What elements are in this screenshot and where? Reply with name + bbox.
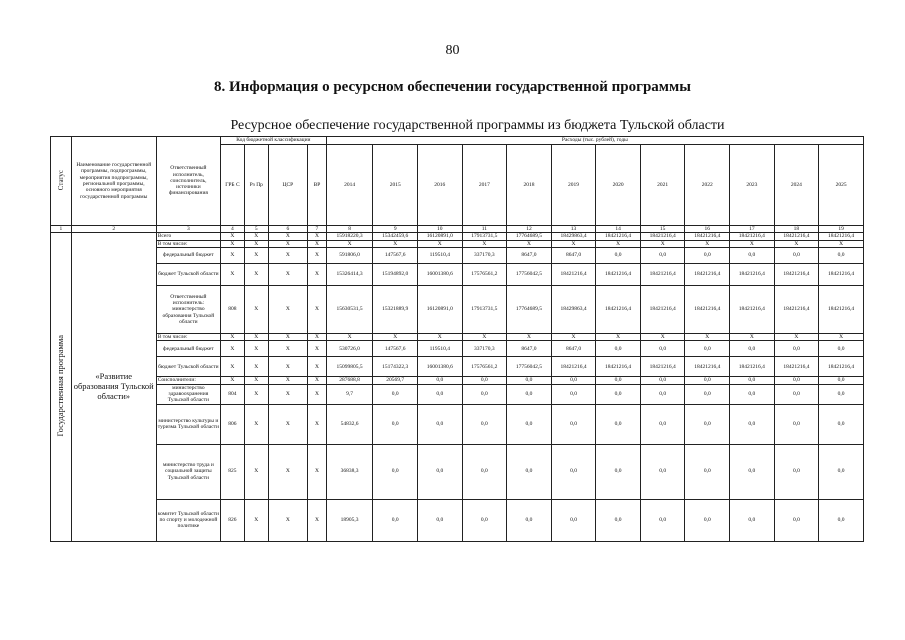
cell-value: 18421216,4 bbox=[640, 357, 685, 377]
cell-value: 17756042,5 bbox=[507, 263, 552, 285]
cell-value: 18421216,4 bbox=[551, 357, 596, 377]
cell-grbs: Х bbox=[221, 377, 245, 384]
row-label: Всего bbox=[156, 233, 220, 240]
cell-value: 0,0 bbox=[819, 384, 864, 404]
col-number: 18 bbox=[774, 226, 819, 233]
table-row bbox=[51, 233, 864, 240]
cell-value: 0,0 bbox=[507, 377, 552, 384]
cell-value: 54832,6 bbox=[326, 404, 373, 444]
row-label: федеральный бюджет bbox=[156, 247, 220, 263]
cell-csr: Х bbox=[268, 247, 307, 263]
section-heading: 8. Информация о ресурсном обеспечении государственной программы bbox=[214, 79, 691, 95]
cell-value: 0,0 bbox=[774, 377, 819, 384]
cell-value: 18421216,4 bbox=[730, 357, 775, 377]
cell-value: 0,0 bbox=[418, 499, 463, 541]
cell-value: 0,0 bbox=[730, 247, 775, 263]
cell-value: Х bbox=[640, 333, 685, 340]
table-row bbox=[51, 404, 864, 444]
cell-value: Х bbox=[418, 333, 463, 340]
cell-value: 0,0 bbox=[774, 247, 819, 263]
col-number: 8 bbox=[326, 226, 373, 233]
cell-value: 0,0 bbox=[685, 384, 730, 404]
col-header-year: 2020 bbox=[596, 145, 641, 226]
table-row bbox=[51, 285, 864, 333]
cell-value: 0,0 bbox=[640, 247, 685, 263]
cell-value: 337170,3 bbox=[462, 247, 507, 263]
cell-value: 0,0 bbox=[596, 444, 641, 499]
cell-value: 0,0 bbox=[640, 444, 685, 499]
cell-value: 18421216,4 bbox=[774, 285, 819, 333]
table-row bbox=[51, 384, 864, 404]
cell-value: 18421216,4 bbox=[551, 263, 596, 285]
cell-value: Х bbox=[507, 333, 552, 340]
cell-value: 0,0 bbox=[507, 404, 552, 444]
row-label: В том числе: bbox=[156, 240, 220, 247]
cell-value: 17576561,2 bbox=[462, 263, 507, 285]
col-header-year: 2014 bbox=[326, 145, 373, 226]
cell-value: 15321889,9 bbox=[373, 285, 418, 333]
cell-value: 0,0 bbox=[774, 404, 819, 444]
row-label: министерство здравоохранения Тульской области bbox=[156, 384, 220, 404]
cell-rzpr: Х bbox=[244, 247, 268, 263]
cell-value: 0,0 bbox=[819, 377, 864, 384]
cell-csr: Х bbox=[268, 444, 307, 499]
cell-value: 0,0 bbox=[462, 384, 507, 404]
cell-value: 0,0 bbox=[507, 499, 552, 541]
cell-csr: Х bbox=[268, 499, 307, 541]
cell-vr: Х bbox=[308, 377, 327, 384]
cell-value: 0,0 bbox=[551, 384, 596, 404]
cell-value: 15099805,5 bbox=[326, 357, 373, 377]
col-header-year: 2022 bbox=[685, 145, 730, 226]
cell-value: 18421216,4 bbox=[596, 357, 641, 377]
table-row bbox=[51, 240, 864, 247]
cell-value: 0,0 bbox=[596, 384, 641, 404]
cell-csr: Х bbox=[268, 333, 307, 340]
cell-grbs: Х bbox=[221, 247, 245, 263]
cell-value: 17764689,5 bbox=[507, 285, 552, 333]
cell-value: Х bbox=[730, 333, 775, 340]
col-header-year: 2015 bbox=[373, 145, 418, 226]
row-label: Ответственный исполнитель: министерство образования Тульской области bbox=[156, 285, 220, 333]
cell-grbs: Х bbox=[221, 240, 245, 247]
col-header-csr: ЦСР bbox=[268, 145, 307, 226]
cell-value: 18421216,4 bbox=[819, 285, 864, 333]
col-number: 1 bbox=[51, 226, 72, 233]
cell-grbs: 808 bbox=[221, 285, 245, 333]
cell-value: 8647,0 bbox=[551, 247, 596, 263]
cell-vr: Х bbox=[308, 444, 327, 499]
status-text: Государственная программа bbox=[54, 334, 65, 437]
cell-value: 18421216,4 bbox=[685, 285, 730, 333]
cell-value: 18421216,4 bbox=[685, 357, 730, 377]
row-label: федеральный бюджет bbox=[156, 341, 220, 357]
col-header-year: 2018 bbox=[507, 145, 552, 226]
cell-vr: Х bbox=[308, 247, 327, 263]
cell-value: 18421216,4 bbox=[774, 263, 819, 285]
cell-value: 0,0 bbox=[685, 247, 730, 263]
cell-value: 18905,3 bbox=[326, 499, 373, 541]
col-header-status bbox=[51, 137, 72, 226]
cell-value: 18421216,4 bbox=[819, 263, 864, 285]
cell-value: 119510,4 bbox=[418, 247, 463, 263]
col-header-year: 2025 bbox=[819, 145, 864, 226]
cell-value: 9,7 bbox=[326, 384, 373, 404]
cell-value: 0,0 bbox=[418, 377, 463, 384]
col-header-name: Наименование государственной программы, подпрограммы, мероприятия подпрограммы, региональной программы, основного мероприятия государственной программы bbox=[71, 137, 156, 226]
cell-csr: Х bbox=[268, 263, 307, 285]
cell-value: Х bbox=[774, 333, 819, 340]
col-number: 3 bbox=[156, 226, 220, 233]
cell-value: 18421216,4 bbox=[596, 233, 641, 240]
status-cell bbox=[51, 233, 72, 541]
cell-grbs: Х bbox=[221, 263, 245, 285]
table-row bbox=[51, 377, 864, 384]
cell-value: 18421216,4 bbox=[819, 233, 864, 240]
cell-value: 17576561,2 bbox=[462, 357, 507, 377]
cell-value: 0,0 bbox=[596, 499, 641, 541]
cell-vr: Х bbox=[308, 233, 327, 240]
cell-vr: Х bbox=[308, 404, 327, 444]
cell-value: Х bbox=[685, 240, 730, 247]
cell-value: 15630531,5 bbox=[326, 285, 373, 333]
group-header-budget-code: Код бюджетной классификации bbox=[221, 137, 327, 145]
col-number: 2 bbox=[71, 226, 156, 233]
cell-value: 8647,0 bbox=[507, 247, 552, 263]
cell-grbs: 825 bbox=[221, 444, 245, 499]
cell-csr: Х bbox=[268, 404, 307, 444]
cell-value: 0,0 bbox=[819, 341, 864, 357]
cell-value: 0,0 bbox=[730, 444, 775, 499]
cell-value: 530726,0 bbox=[326, 341, 373, 357]
table-row bbox=[51, 444, 864, 499]
cell-value: Х bbox=[373, 333, 418, 340]
cell-csr: Х bbox=[268, 377, 307, 384]
row-label: Соисполнители: bbox=[156, 377, 220, 384]
cell-value: 8647,0 bbox=[551, 341, 596, 357]
cell-value: 337170,3 bbox=[462, 341, 507, 357]
cell-value: 0,0 bbox=[640, 341, 685, 357]
cell-value: 0,0 bbox=[774, 499, 819, 541]
col-number: 12 bbox=[507, 226, 552, 233]
cell-value: 0,0 bbox=[640, 377, 685, 384]
cell-csr: Х bbox=[268, 233, 307, 240]
cell-rzpr: Х bbox=[244, 444, 268, 499]
cell-value: 17764689,5 bbox=[507, 233, 552, 240]
row-label: министерство труда и социальной защиты Тульской области bbox=[156, 444, 220, 499]
cell-value: Х bbox=[730, 240, 775, 247]
cell-value: 147567,6 bbox=[373, 341, 418, 357]
col-header-vr: ВР bbox=[308, 145, 327, 226]
col-number: 6 bbox=[268, 226, 307, 233]
cell-grbs: 826 bbox=[221, 499, 245, 541]
col-number: 11 bbox=[462, 226, 507, 233]
cell-value: Х bbox=[640, 240, 685, 247]
cell-vr: Х bbox=[308, 499, 327, 541]
cell-value: Х bbox=[774, 240, 819, 247]
col-number: 7 bbox=[308, 226, 327, 233]
cell-rzpr: Х bbox=[244, 263, 268, 285]
cell-value: 0,0 bbox=[685, 377, 730, 384]
cell-value: 0,0 bbox=[640, 384, 685, 404]
cell-value: Х bbox=[418, 240, 463, 247]
cell-value: 0,0 bbox=[462, 404, 507, 444]
row-label: министерство культуры и туризма Тульской области bbox=[156, 404, 220, 444]
table-row bbox=[51, 263, 864, 285]
cell-vr: Х bbox=[308, 333, 327, 340]
cell-value: 0,0 bbox=[774, 341, 819, 357]
cell-value: 0,0 bbox=[551, 377, 596, 384]
cell-value: 18429863,4 bbox=[551, 233, 596, 240]
cell-value: 15174322,3 bbox=[373, 357, 418, 377]
col-header-grbs: ГРБ С bbox=[221, 145, 245, 226]
cell-grbs: 804 bbox=[221, 384, 245, 404]
cell-value: 18421216,4 bbox=[640, 285, 685, 333]
cell-value: 0,0 bbox=[551, 404, 596, 444]
cell-value: 0,0 bbox=[685, 444, 730, 499]
cell-value: 15342459,6 bbox=[373, 233, 418, 240]
col-number: 15 bbox=[640, 226, 685, 233]
col-header-year: 2024 bbox=[774, 145, 819, 226]
cell-rzpr: Х bbox=[244, 240, 268, 247]
table-title: Ресурсное обеспечение государственной программы из бюджета Тульской области bbox=[230, 118, 725, 133]
cell-value: Х bbox=[326, 333, 373, 340]
cell-value: 18429863,4 bbox=[551, 285, 596, 333]
cell-value: 0,0 bbox=[774, 384, 819, 404]
cell-value: 0,0 bbox=[462, 377, 507, 384]
cell-value: 20569,7 bbox=[373, 377, 418, 384]
cell-value: 0,0 bbox=[685, 499, 730, 541]
cell-value: 0,0 bbox=[551, 444, 596, 499]
cell-vr: Х bbox=[308, 384, 327, 404]
cell-value: 0,0 bbox=[418, 444, 463, 499]
cell-rzpr: Х bbox=[244, 404, 268, 444]
group-header-expenses: Расходы (тыс. рублей), годы bbox=[326, 137, 863, 145]
cell-value: 18421216,4 bbox=[819, 357, 864, 377]
cell-value: 18421216,4 bbox=[596, 263, 641, 285]
cell-value: 18421216,4 bbox=[730, 263, 775, 285]
cell-value: 18421216,4 bbox=[685, 233, 730, 240]
cell-value: 17913731,5 bbox=[462, 285, 507, 333]
cell-value: 147567,6 bbox=[373, 247, 418, 263]
cell-vr: Х bbox=[308, 285, 327, 333]
col-number: 14 bbox=[596, 226, 641, 233]
cell-value: 0,0 bbox=[685, 341, 730, 357]
cell-value: Х bbox=[507, 240, 552, 247]
col-number: 13 bbox=[551, 226, 596, 233]
row-label: В том числе: bbox=[156, 333, 220, 340]
table-row bbox=[51, 247, 864, 263]
cell-value: 18421216,4 bbox=[774, 233, 819, 240]
col-header-rzpr: Рз Пр bbox=[244, 145, 268, 226]
cell-value: 0,0 bbox=[507, 444, 552, 499]
cell-value: 15326414,3 bbox=[326, 263, 373, 285]
col-number-row bbox=[51, 226, 864, 233]
cell-value: 8647,0 bbox=[507, 341, 552, 357]
cell-value: 0,0 bbox=[819, 247, 864, 263]
cell-value: Х bbox=[596, 240, 641, 247]
col-number: 16 bbox=[685, 226, 730, 233]
cell-value: 16001380,6 bbox=[418, 357, 463, 377]
col-number: 19 bbox=[819, 226, 864, 233]
row-label: бюджет Тульской области bbox=[156, 357, 220, 377]
cell-csr: Х bbox=[268, 285, 307, 333]
cell-value: Х bbox=[596, 333, 641, 340]
cell-rzpr: Х bbox=[244, 333, 268, 340]
cell-value: Х bbox=[326, 240, 373, 247]
cell-rzpr: Х bbox=[244, 341, 268, 357]
col-number: 5 bbox=[244, 226, 268, 233]
cell-value: 0,0 bbox=[730, 384, 775, 404]
cell-value: 0,0 bbox=[730, 404, 775, 444]
cell-value: 0,0 bbox=[640, 404, 685, 444]
cell-value: 0,0 bbox=[462, 444, 507, 499]
cell-value: 0,0 bbox=[774, 444, 819, 499]
col-header-year: 2016 bbox=[418, 145, 463, 226]
cell-value: 0,0 bbox=[685, 404, 730, 444]
cell-value: 0,0 bbox=[373, 384, 418, 404]
cell-value: 0,0 bbox=[640, 499, 685, 541]
cell-grbs: Х bbox=[221, 333, 245, 340]
cell-value: 18421216,4 bbox=[640, 233, 685, 240]
cell-csr: Х bbox=[268, 240, 307, 247]
col-header-year: 2017 bbox=[462, 145, 507, 226]
cell-vr: Х bbox=[308, 357, 327, 377]
cell-value: 17756042,5 bbox=[507, 357, 552, 377]
row-label: комитет Тульской области по спорту и молодежной политике bbox=[156, 499, 220, 541]
cell-grbs: 806 bbox=[221, 404, 245, 444]
cell-csr: Х bbox=[268, 341, 307, 357]
cell-value: Х bbox=[685, 333, 730, 340]
cell-value: 0,0 bbox=[819, 444, 864, 499]
row-label: бюджет Тульской области bbox=[156, 263, 220, 285]
table-row bbox=[51, 357, 864, 377]
cell-csr: Х bbox=[268, 357, 307, 377]
cell-value: 15194892,0 bbox=[373, 263, 418, 285]
group-header-row bbox=[51, 137, 864, 145]
col-header-status-text: Статус bbox=[56, 169, 65, 190]
table-row bbox=[51, 499, 864, 541]
cell-value: 0,0 bbox=[373, 499, 418, 541]
col-header-year: 2023 bbox=[730, 145, 775, 226]
cell-rzpr: Х bbox=[244, 285, 268, 333]
cell-value: Х bbox=[373, 240, 418, 247]
cell-grbs: Х bbox=[221, 233, 245, 240]
cell-value: Х bbox=[462, 240, 507, 247]
cell-value: 0,0 bbox=[596, 404, 641, 444]
cell-value: 0,0 bbox=[418, 404, 463, 444]
cell-value: 18421216,4 bbox=[640, 263, 685, 285]
col-header-year: 2019 bbox=[551, 145, 596, 226]
cell-value: 18421216,4 bbox=[596, 285, 641, 333]
col-number: 9 bbox=[373, 226, 418, 233]
col-header-executor: Ответственный исполнитель, соисполнитель, источники финансирования bbox=[156, 137, 220, 226]
col-number: 4 bbox=[221, 226, 245, 233]
cell-value: 18421216,4 bbox=[685, 263, 730, 285]
cell-value: 0,0 bbox=[551, 499, 596, 541]
cell-value: 0,0 bbox=[730, 499, 775, 541]
resource-table bbox=[50, 136, 864, 542]
table-row bbox=[51, 341, 864, 357]
cell-value: 15918220,3 bbox=[326, 233, 373, 240]
cell-grbs: Х bbox=[221, 357, 245, 377]
cell-value: 0,0 bbox=[373, 404, 418, 444]
cell-value: 591806,0 bbox=[326, 247, 373, 263]
cell-value: 0,0 bbox=[596, 341, 641, 357]
cell-value: 16120891,0 bbox=[418, 233, 463, 240]
program-name-cell: «Развитие образования Тульской области» bbox=[71, 233, 156, 541]
cell-value: 0,0 bbox=[373, 444, 418, 499]
cell-value: 0,0 bbox=[730, 377, 775, 384]
cell-value: 0,0 bbox=[596, 377, 641, 384]
cell-value: 17913731,5 bbox=[462, 233, 507, 240]
cell-value: 16001380,6 bbox=[418, 263, 463, 285]
cell-value: 0,0 bbox=[507, 384, 552, 404]
cell-vr: Х bbox=[308, 240, 327, 247]
cell-value: Х bbox=[819, 333, 864, 340]
cell-vr: Х bbox=[308, 341, 327, 357]
cell-value: 18421216,4 bbox=[774, 357, 819, 377]
cell-value: 16120891,0 bbox=[418, 285, 463, 333]
cell-value: 119510,4 bbox=[418, 341, 463, 357]
cell-rzpr: Х bbox=[244, 377, 268, 384]
cell-value: 36838,3 bbox=[326, 444, 373, 499]
cell-value: 0,0 bbox=[819, 499, 864, 541]
cell-rzpr: Х bbox=[244, 499, 268, 541]
cell-value: 0,0 bbox=[819, 404, 864, 444]
cell-value: Х bbox=[819, 240, 864, 247]
cell-value: 18421216,4 bbox=[730, 233, 775, 240]
cell-rzpr: Х bbox=[244, 233, 268, 240]
col-header-year: 2021 bbox=[640, 145, 685, 226]
cell-vr: Х bbox=[308, 263, 327, 285]
cell-rzpr: Х bbox=[244, 357, 268, 377]
cell-value: 0,0 bbox=[730, 341, 775, 357]
cell-value: 0,0 bbox=[462, 499, 507, 541]
cell-value: Х bbox=[551, 240, 596, 247]
cell-value: 0,0 bbox=[418, 384, 463, 404]
cell-csr: Х bbox=[268, 384, 307, 404]
cell-value: Х bbox=[462, 333, 507, 340]
cell-value: 18421216,4 bbox=[730, 285, 775, 333]
cell-grbs: Х bbox=[221, 341, 245, 357]
cell-value: Х bbox=[551, 333, 596, 340]
col-number: 17 bbox=[730, 226, 775, 233]
cell-value: 287688,8 bbox=[326, 377, 373, 384]
cell-value: 0,0 bbox=[596, 247, 641, 263]
table-row bbox=[51, 333, 864, 340]
cell-rzpr: Х bbox=[244, 384, 268, 404]
col-number: 10 bbox=[418, 226, 463, 233]
page-number: 80 bbox=[445, 43, 460, 58]
